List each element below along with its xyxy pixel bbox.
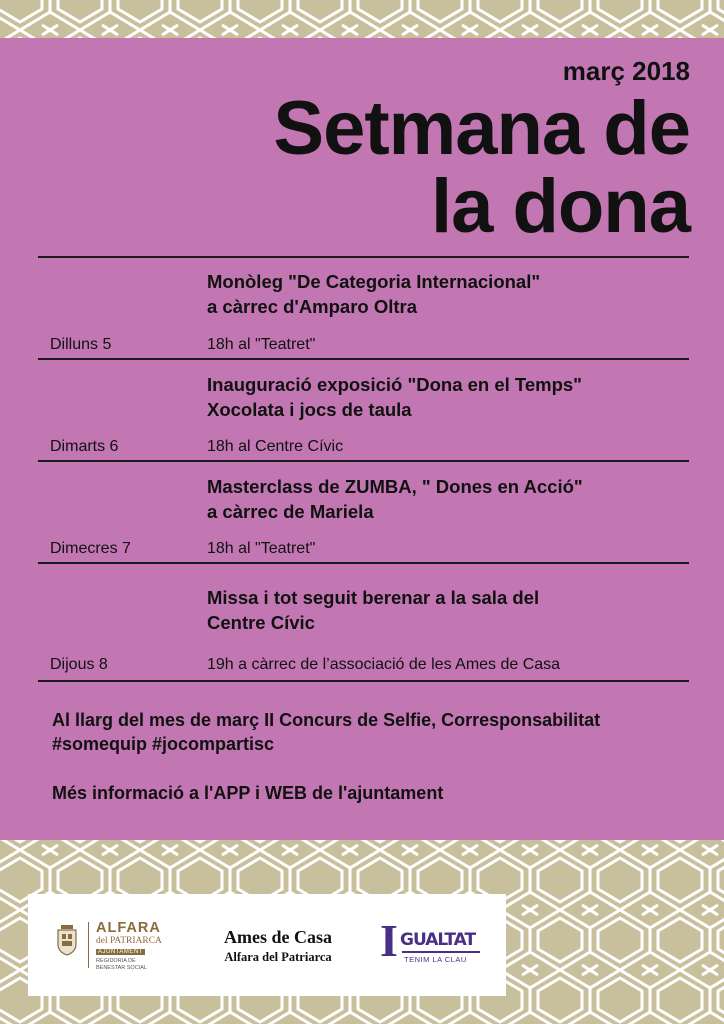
event-day: Dimecres 7 <box>50 540 131 557</box>
coat-of-arms-icon <box>56 924 78 956</box>
divider <box>38 256 689 258</box>
ames-name: Ames de Casa <box>224 927 332 947</box>
event-title <box>207 585 687 635</box>
event-day: Dilluns 5 <box>50 336 112 353</box>
logo-separator <box>88 922 89 968</box>
event-place: 19h a càrrec de l’associació de les Ames de Casa <box>207 656 561 673</box>
event-title-line-2: a càrrec d'Amparo Oltra <box>207 296 418 317</box>
event-day: Dijous 8 <box>50 656 108 673</box>
page-title <box>273 86 690 249</box>
igualtat-logo <box>380 916 484 976</box>
alfara-subname: del PATRIARCA <box>96 936 162 946</box>
divider <box>38 680 689 682</box>
event-place: 18h al "Teatret" <box>207 540 316 557</box>
ames-de-casa-logo <box>203 927 353 965</box>
contest-note <box>52 708 702 756</box>
igualtat-initial: I <box>380 915 398 966</box>
alfara-dept: REGIDORIA DE BENESTAR SOCIAL <box>96 958 147 971</box>
event-title <box>207 474 687 524</box>
event-title-line-1: Masterclass de ZUMBA, " Dones en Acció" <box>207 476 583 497</box>
sponsor-logos <box>28 894 506 996</box>
event-title-line-1: Missa i tot seguit berenar a la sala del <box>207 587 540 608</box>
alfara-logo <box>56 920 206 976</box>
event-title <box>207 269 687 319</box>
alfara-name: ALFARA <box>96 920 161 936</box>
divider <box>38 562 689 564</box>
alfara-tag: AJUNTAMENT <box>98 949 143 955</box>
ames-place: Alfara del Patriarca <box>224 950 332 964</box>
contest-line-1: Al llarg del mes de març II Concurs de Selfie, Corresponsabilitat <box>52 710 601 730</box>
igualtat-word: GUALTAT <box>400 930 476 950</box>
event-place: 18h al "Teatret" <box>207 336 316 353</box>
info-note: Més informació a l'APP i WEB de l'ajuntament <box>52 783 444 803</box>
event-title-line-2: Xocolata i jocs de taula <box>207 399 412 420</box>
top-pattern <box>0 0 724 38</box>
divider <box>38 460 689 462</box>
event-day: Dimarts 6 <box>50 438 119 455</box>
event-place: 18h al Centre Cívic <box>207 438 344 455</box>
divider <box>38 358 689 360</box>
event-title <box>207 372 687 422</box>
event-title-line-2: Centre Cívic <box>207 612 315 633</box>
event-title-line-2: a càrrec de Mariela <box>207 501 374 522</box>
contest-line-2: #somequip #jocompartisc <box>52 734 275 754</box>
event-title-line-1: Inauguració exposició "Dona en el Temps" <box>207 374 582 395</box>
igualtat-underline <box>402 951 480 953</box>
title-line-2: la dona <box>430 164 690 249</box>
main-panel <box>0 38 724 840</box>
igualtat-slogan: TENIM LA CLAU <box>404 955 467 964</box>
event-title-line-1: Monòleg "De Categoria Internacional" <box>207 271 541 292</box>
event-date: març 2018 <box>562 56 690 86</box>
title-line-1: Setmana de <box>273 86 690 171</box>
